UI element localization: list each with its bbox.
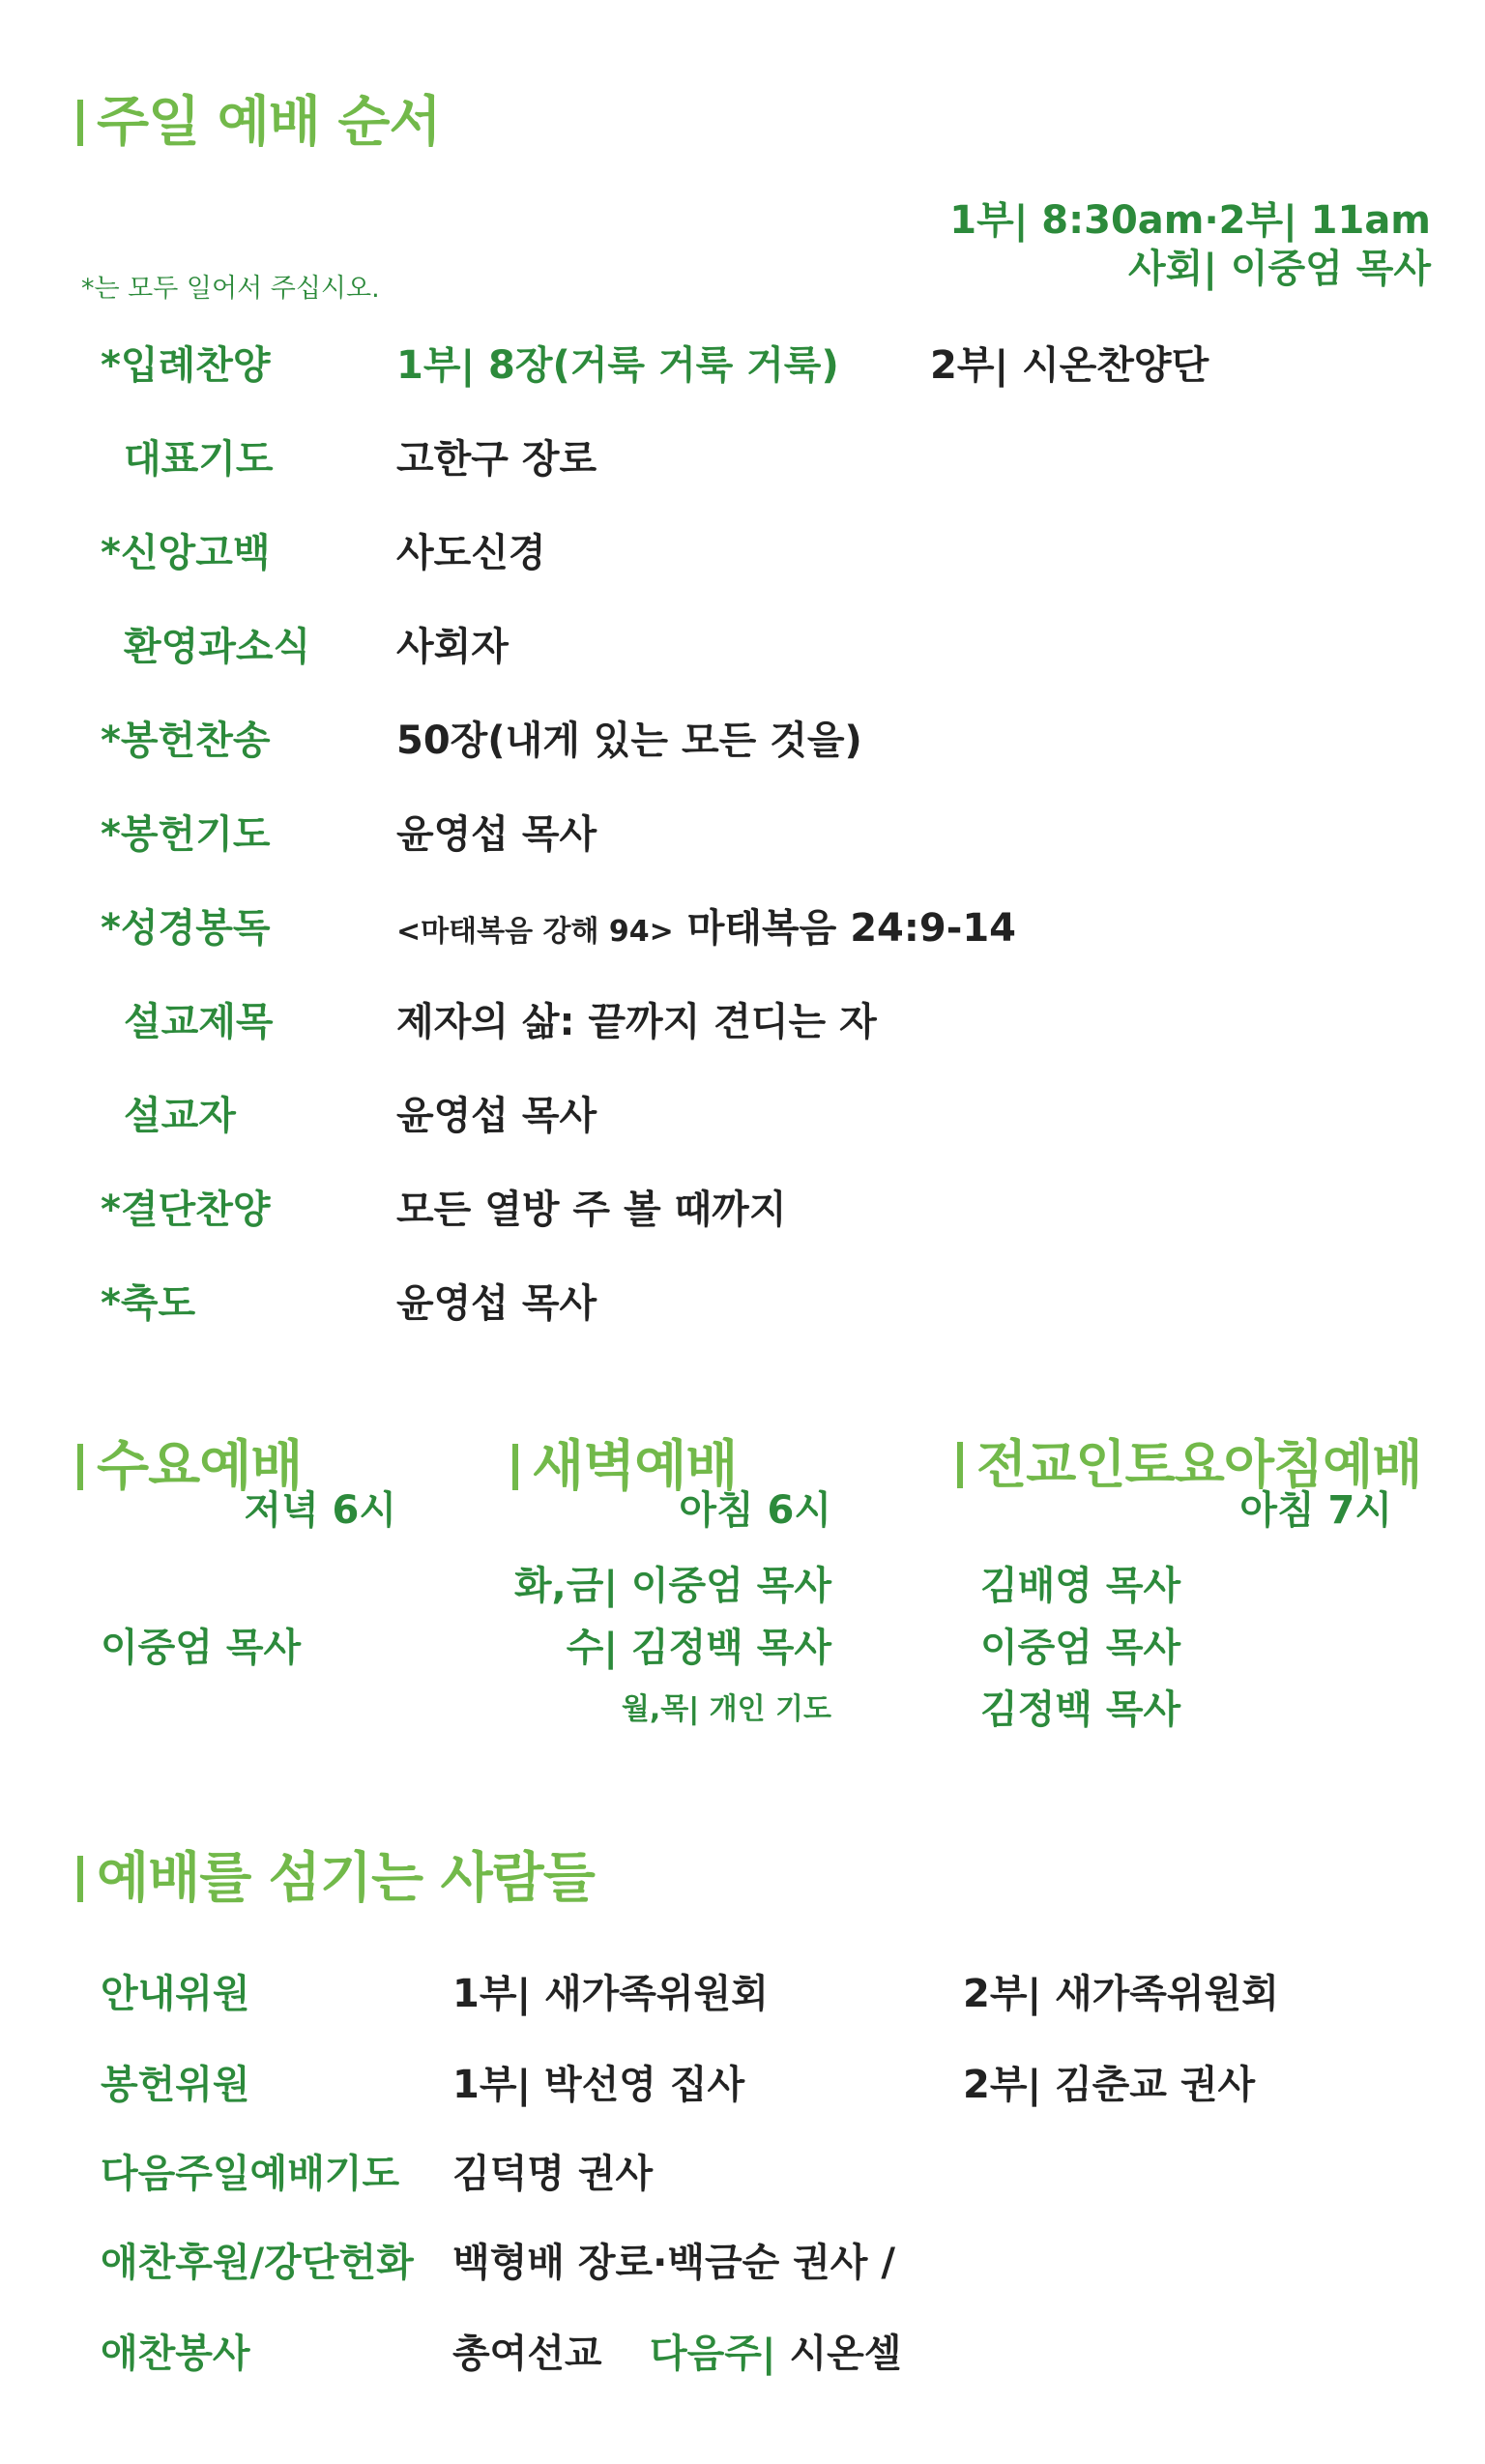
servers-title: 예배를 섬기는 사람들: [97, 1847, 595, 1910]
order-extra: 2부| 시온찬양단: [930, 343, 1209, 388]
hymn-first-service: 1부| 8장(거룩 거룩 거룩): [396, 343, 839, 388]
order-label: *봉헌찬송: [101, 719, 271, 763]
saturday-leader: 이중엄 목사: [980, 1626, 1181, 1670]
server-value-second: 2부| 새가족위원회: [963, 1972, 1279, 2016]
heading-bar: [957, 1442, 963, 1488]
sunday-times: 1부| 8:30am·2부| 11am: [949, 198, 1431, 243]
order-value: 윤영섭 목사: [396, 1094, 597, 1138]
heading-bar: [77, 100, 83, 146]
order-value: 사회자: [396, 625, 509, 669]
order-value: 모든 열방 주 볼 때까지: [396, 1188, 787, 1232]
order-value: 윤영섭 목사: [396, 812, 597, 857]
heading-bar: [77, 1856, 83, 1902]
sunday-host: 사회| 이중엄 목사: [1128, 247, 1431, 291]
dawn-time: 아침 6시: [679, 1488, 831, 1533]
saturday-time: 아침 7시: [1239, 1488, 1392, 1533]
order-label: *봉헌기도: [101, 812, 271, 857]
sunday-heading: [77, 79, 441, 157]
server-value: 백형배 장로·백금순 권사 /: [452, 2241, 895, 2285]
server-value: 1부| 박선영 집사: [452, 2063, 745, 2107]
order-value: 윤영섭 목사: [396, 1281, 597, 1326]
dawn-line-3: 월,목| 개인 기도: [621, 1692, 831, 1726]
sermon-series: <마태복음 강해 94>: [396, 915, 674, 949]
order-label: *입례찬양: [101, 343, 271, 388]
server-value-second: [650, 2323, 901, 2378]
server-label: 애찬후원/강단헌화: [101, 2241, 414, 2285]
order-label: 설교자: [124, 1094, 236, 1138]
server-label: 다음주일예배기도: [101, 2152, 400, 2196]
order-label: *신앙고백: [101, 531, 271, 575]
order-value: 제자의 삶: 끝까지 견디는 자: [396, 1000, 877, 1044]
order-value: [396, 335, 839, 390]
servers-heading: [77, 1835, 595, 1913]
saturday-leader: 김정백 목사: [980, 1687, 1181, 1732]
heading-bar: [77, 1444, 83, 1490]
dawn-title: 새벽예배: [532, 1435, 738, 1498]
server-value: 김덕명 권사: [452, 2152, 654, 2196]
next-week-label: 다음주|: [650, 2332, 776, 2376]
order-value: 50장(내게 있는 모든 것을): [396, 719, 862, 763]
sunday-title: 주일 예배 순서: [97, 91, 441, 154]
order-label: *결단찬양: [101, 1188, 271, 1232]
order-label: *성경봉독: [101, 906, 271, 951]
server-value-second: 2부| 김춘교 권사: [963, 2063, 1256, 2107]
wednesday-leader: 이중엄 목사: [101, 1626, 302, 1670]
order-label: 설교제목: [124, 1000, 274, 1044]
wednesday-title: 수요예배: [97, 1435, 303, 1498]
order-value: 고한구 장로: [396, 437, 597, 482]
server-label: 봉헌위원: [101, 2063, 250, 2107]
order-label: 환영과소식: [124, 625, 311, 669]
server-label: 애찬봉사: [101, 2332, 250, 2376]
server-label: 안내위원: [101, 1972, 250, 2016]
order-label: *축도: [101, 1281, 196, 1326]
saturday-title: 전교인토요아침예배: [976, 1434, 1422, 1495]
order-label: 대표기도: [124, 437, 274, 482]
next-week-cell: 시온셀: [789, 2332, 902, 2376]
standing-note: *는 모두 일어서 주십시오.: [81, 274, 380, 304]
scripture-reference: 마태복음 24:9-14: [686, 906, 1016, 951]
server-value: 1부| 새가족위원회: [452, 1972, 769, 2016]
dawn-line-2: 수| 김정백 목사: [566, 1626, 831, 1670]
server-value: 총여선교: [452, 2332, 602, 2376]
order-value: 사도신경: [396, 531, 546, 575]
heading-bar: [512, 1444, 518, 1490]
wednesday-time: 저녁 6시: [244, 1488, 396, 1533]
dawn-line-1: 화,금| 이중엄 목사: [513, 1564, 831, 1608]
saturday-leader: 김배영 목사: [980, 1564, 1181, 1608]
order-value: [396, 897, 1016, 953]
